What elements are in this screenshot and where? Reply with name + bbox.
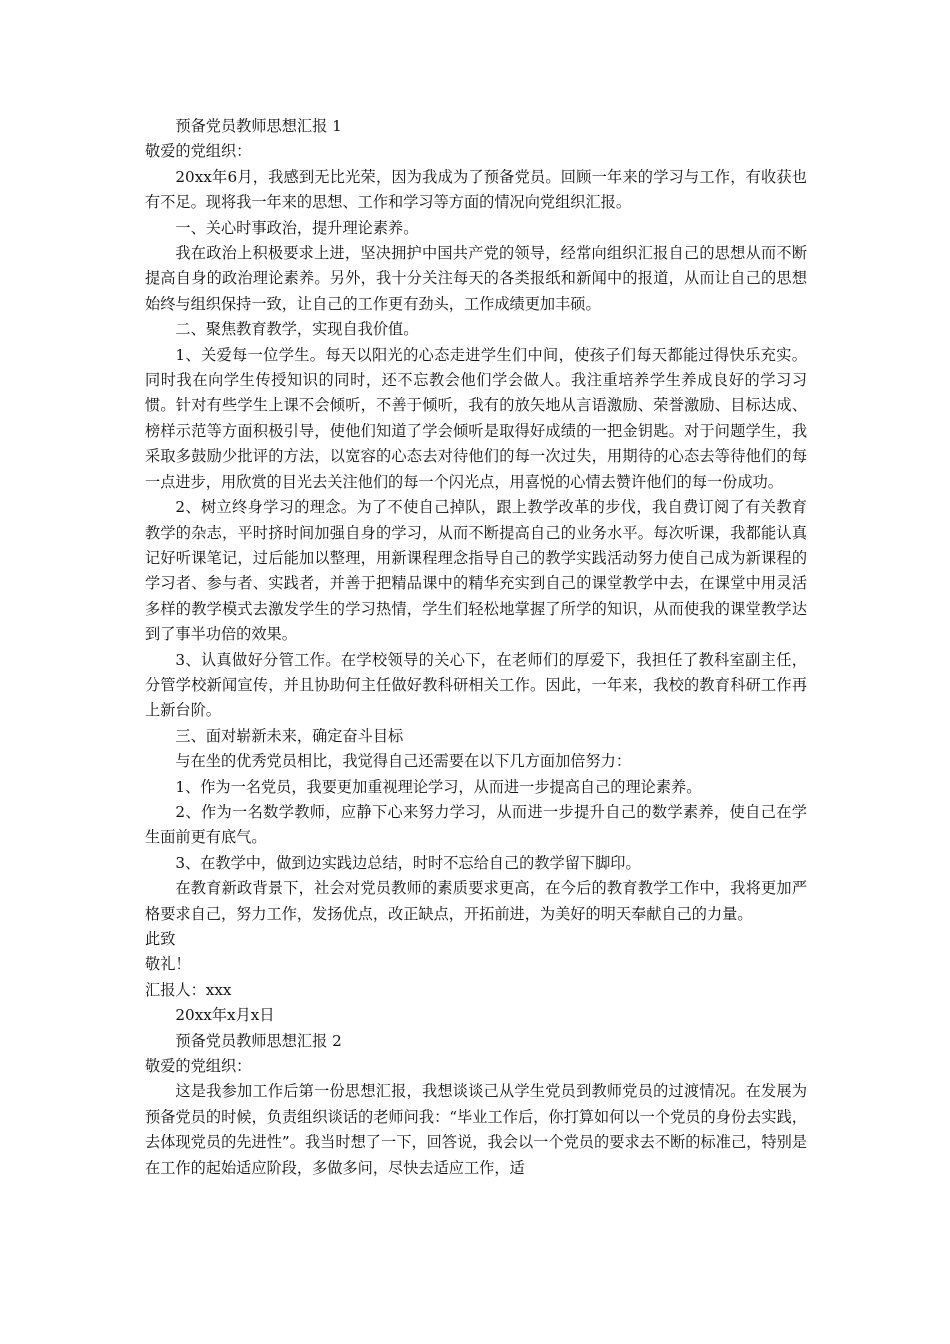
report-1-closing-2: 敬礼！ <box>145 955 191 974</box>
report-1-paragraph-10: 在教育新政背景下，社会对党员教师的素质要求更高，在今后的教育教学工作中，我将更加严格要求自己，努力工作，发扬优点，改正缺点，开拓前进，为美好的明天奉献自己的力量。 <box>145 879 807 923</box>
report-1-salutation: 敬爱的党组织： <box>145 142 252 161</box>
report-2-salutation: 敬爱的党组织： <box>145 1057 252 1076</box>
report-1-heading-1: 一、关心时事政治，提升理论素养。 <box>175 218 419 237</box>
report-1-paragraph-6: 与在坐的优秀党员相比，我觉得自己还需要在以下几方面加倍努力： <box>175 752 632 771</box>
report-1-paragraph-1: 20xx年6月，我感到无比光荣，因为我成为了预备党员。回顾一年来的学习与工作，有收获也有不足。现将我一年来的思想、工作和学习等方面的情况向党组织汇报。 <box>145 167 807 212</box>
report-1-paragraph-5: 3、认真做好分管工作。在学校领导的关心下，在老师们的厚爱下，我担任了教科室副主任，分管学校新闻宣传，并且协助何主任做好教科研相关工作。因此，一年来，我校的教育科研工作再上新台阶。 <box>145 650 807 720</box>
report-1-paragraph-3: 1、关爱每一位学生。每天以阳光的心态走进学生们中间，使孩子们每天都能过得快乐充实。同时我在向学生传授知识的同时，还不忘教会他们学会做人。我注重培养学生养成良好的学习习惯。针对有些学生上课不会倾听，不善于倾听，我有的放矢地从言语激励、荣誉激励、目标达成、榜样示范等方面积极引导，使他们知道了学会倾听是取得好成绩的一把金钥匙。对于问题学生，我采取多鼓励少批评的方法，以宽容的心态去对待他们的每一次过失，用期待的心态去等待他们的每一点进步，用欣赏的目光去关注他们的每一个闪光点，用喜悦的心情去赞许他们的每一份成功。 <box>145 345 807 491</box>
report-1-paragraph-9: 3、在教学中，做到边实践边总结，时时不忘给自己的教学留下脚印。 <box>175 853 641 872</box>
report-1-paragraph-2: 我在政治上积极要求上进，坚决拥护中国共产党的领导，经常向组织汇报自己的思想从而不断提高自身的政治理论素养。另外，我十分关注每天的各类报纸和新闻中的报道，从而让自己的思想始终与组织保持一致，让自己的工作更有劲头，工作成绩更加丰硕。 <box>145 244 807 313</box>
report-1-closing-1: 此致 <box>145 930 176 948</box>
report-1-heading-3: 三、面对崭新未来，确定奋斗目标 <box>175 726 404 745</box>
report-2-title: 预备党员教师思想汇报 2 <box>175 1031 342 1050</box>
report-1-paragraph-4: 2、树立终身学习的理念。为了不使自己掉队，跟上教学改革的步伐，我自费订阅了有关教育教学的杂志，平时挤时间加强自身的学习，从而不断提高自己的业务水平。每次听课，我都能认真记好听课笔记，过后能加以整理，用新课程理念指导自己的教学实践活动努力使自己成为新课程的学习者、参与者、实践者，并善于把精品课中的精华充实到自己的课堂教学中去，在课堂中用灵活多样的教学模式去激发学生的学习热情，学生们轻松地掌握了所学的知识，从而使我的课堂教学达到了事半功倍的效果。 <box>145 498 807 644</box>
report-1-date: 20xx年x月x日 <box>175 1006 275 1025</box>
report-2-paragraph-1: 这是我参加工作后第一份思想汇报，我想谈谈己从学生党员到教师党员的过渡情况。在发展为预备党员的时候，负责组织谈话的老师问我：“毕业工作后，你打算如何以一个党员的身份去实践，去体现党员的先进性”。我当时想了一下，回答说，我会以一个党员的要求去不断的标准己，特别是在工作的起始适应阶段，多做多问，尽快去适应工作，适 <box>145 1082 807 1177</box>
report-1-signer: 汇报人：xxx <box>145 980 232 999</box>
report-1-title: 预备党员教师思想汇报 1 <box>175 117 342 135</box>
report-1-paragraph-8: 2、作为一名数学教师，应静下心来努力学习，从而进一步提升自己的数学素养，使自己在学生面前更有底气。 <box>145 802 807 847</box>
report-1-paragraph-7: 1、作为一名党员，我要更加重视理论学习，从而进一步提高自己的理论素养。 <box>175 777 702 796</box>
report-1-heading-2: 二、聚焦教育教学，实现自我价值。 <box>175 320 419 339</box>
document-page <box>145 114 807 1181</box>
